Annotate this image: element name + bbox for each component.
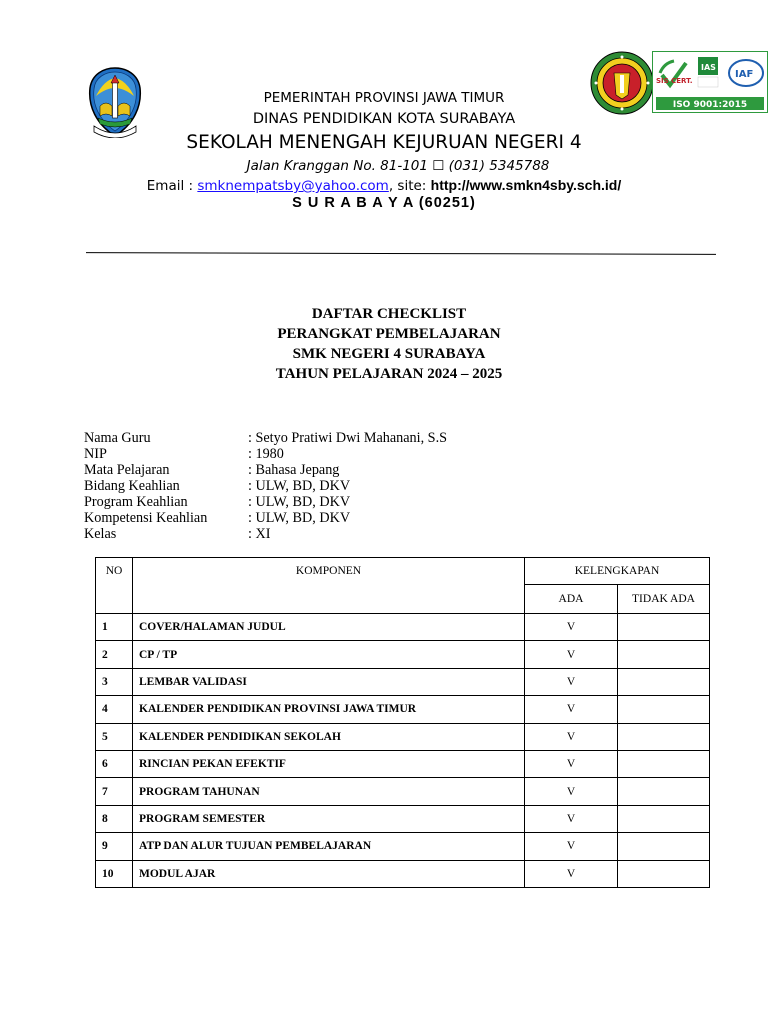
email-label: Email : — [146, 178, 198, 194]
row-komponen: CP / TP — [133, 641, 525, 668]
row-ada: V — [525, 723, 618, 750]
header-komponen: KOMPONEN — [133, 558, 525, 614]
info-row — [84, 526, 447, 542]
document-title-line-1: DAFTAR CHECKLIST — [311, 306, 467, 322]
info-label: Kompetensi Keahlian — [84, 510, 208, 526]
table-row — [96, 696, 710, 723]
letterhead-address: Jalan Kranggan No. 81-101 ☐ (031) 5345788 — [246, 158, 550, 174]
row-no: 1 — [96, 614, 133, 641]
row-tidak-ada — [618, 723, 710, 750]
row-tidak-ada — [618, 833, 710, 860]
row-ada: V — [525, 778, 618, 805]
document-title-line-2: PERANGKAT PEMBELAJARAN — [277, 326, 501, 342]
row-komponen: KALENDER PENDIDIKAN PROVINSI JAWA TIMUR — [133, 696, 525, 723]
info-value: : XI — [248, 526, 271, 542]
iaf-logo: IAF — [735, 69, 754, 80]
info-row — [84, 430, 447, 446]
sis-cert-logo: SIS CERT. — [656, 77, 693, 85]
row-ada: V — [525, 860, 618, 887]
table-row — [96, 833, 710, 860]
info-label: Program Keahlian — [84, 494, 188, 510]
row-tidak-ada — [618, 641, 710, 668]
info-label: Nama Guru — [84, 430, 151, 446]
row-tidak-ada — [618, 668, 710, 695]
website-url: http://www.smkn4sby.sch.id/ — [430, 177, 622, 193]
info-value: : Setyo Pratiwi Dwi Mahanani, S.S — [248, 430, 448, 446]
row-komponen: PROGRAM SEMESTER — [133, 805, 525, 832]
row-tidak-ada — [618, 750, 710, 777]
iso-9001-badge-text: ISO 9001:2015 — [672, 100, 748, 110]
row-no: 9 — [96, 833, 133, 860]
checklist-table — [95, 557, 710, 888]
table-row — [96, 778, 710, 805]
letterhead-separator-line — [86, 252, 716, 255]
row-komponen: LEMBAR VALIDASI — [133, 668, 525, 695]
row-tidak-ada — [618, 860, 710, 887]
row-no: 3 — [96, 668, 133, 695]
letterhead-city: S U R A B A Y A (60251) — [292, 195, 476, 211]
row-no: 6 — [96, 750, 133, 777]
row-komponen: MODUL AJAR — [133, 860, 525, 887]
info-value: : 1980 — [248, 446, 284, 462]
info-row — [84, 510, 447, 526]
header-tidak-ada: TIDAK ADA — [618, 585, 710, 614]
teacher-info-block — [84, 430, 447, 542]
row-komponen: PROGRAM TAHUNAN — [133, 778, 525, 805]
info-row — [84, 462, 447, 478]
row-ada: V — [525, 833, 618, 860]
table-row — [96, 805, 710, 832]
row-no: 4 — [96, 696, 133, 723]
row-ada: V — [525, 750, 618, 777]
row-no: 7 — [96, 778, 133, 805]
info-value: : ULW, BD, DKV — [248, 478, 351, 494]
header-ada: ADA — [525, 585, 618, 614]
document-title-line-3: SMK NEGERI 4 SURABAYA — [292, 346, 486, 362]
info-label: NIP — [84, 446, 107, 462]
table-row — [96, 723, 710, 750]
info-label: Kelas — [84, 526, 117, 542]
row-komponen: COVER/HALAMAN JUDUL — [133, 614, 525, 641]
info-row — [84, 494, 447, 510]
table-row — [96, 750, 710, 777]
table-row — [96, 614, 710, 641]
row-komponen: KALENDER PENDIDIKAN SEKOLAH — [133, 723, 525, 750]
site-label: , site: — [388, 178, 431, 194]
row-no: 10 — [96, 860, 133, 887]
row-ada: V — [525, 614, 618, 641]
row-no: 8 — [96, 805, 133, 832]
row-ada: V — [525, 668, 618, 695]
ias-logo: IAS — [701, 63, 716, 72]
row-ada: V — [525, 696, 618, 723]
info-label: Bidang Keahlian — [84, 478, 180, 494]
table-header-row — [96, 558, 710, 585]
table-row — [96, 860, 710, 887]
info-row — [84, 478, 447, 494]
info-value: : ULW, BD, DKV — [248, 494, 351, 510]
row-tidak-ada — [618, 805, 710, 832]
info-label: Mata Pelajaran — [84, 462, 170, 478]
letterhead-contact — [0, 177, 768, 194]
table-row — [96, 641, 710, 668]
row-komponen: RINCIAN PEKAN EFEKTIF — [133, 750, 525, 777]
row-tidak-ada — [618, 696, 710, 723]
letterhead-school-name: SEKOLAH MENENGAH KEJURUAN NEGERI 4 — [186, 132, 582, 153]
row-ada: V — [525, 641, 618, 668]
info-value: : ULW, BD, DKV — [248, 510, 351, 526]
info-value: : Bahasa Jepang — [248, 462, 340, 478]
row-tidak-ada — [618, 614, 710, 641]
document-title-line-4: TAHUN PELAJARAN 2024 – 2025 — [275, 366, 503, 382]
letterhead-department: DINAS PENDIDIKAN KOTA SURABAYA — [252, 111, 516, 127]
letterhead-province: PEMERINTAH PROVINSI JAWA TIMUR — [263, 90, 505, 106]
table-row — [96, 668, 710, 695]
row-tidak-ada — [618, 778, 710, 805]
row-komponen: ATP DAN ALUR TUJUAN PEMBELAJARAN — [133, 833, 525, 860]
row-no: 2 — [96, 641, 133, 668]
header-kelengkapan: KELENGKAPAN — [525, 558, 710, 585]
row-ada: V — [525, 805, 618, 832]
email-link[interactable]: smknempatsby@yahoo.com — [197, 178, 389, 194]
header-no: NO — [96, 558, 133, 614]
row-no: 5 — [96, 723, 133, 750]
info-row — [84, 446, 447, 462]
